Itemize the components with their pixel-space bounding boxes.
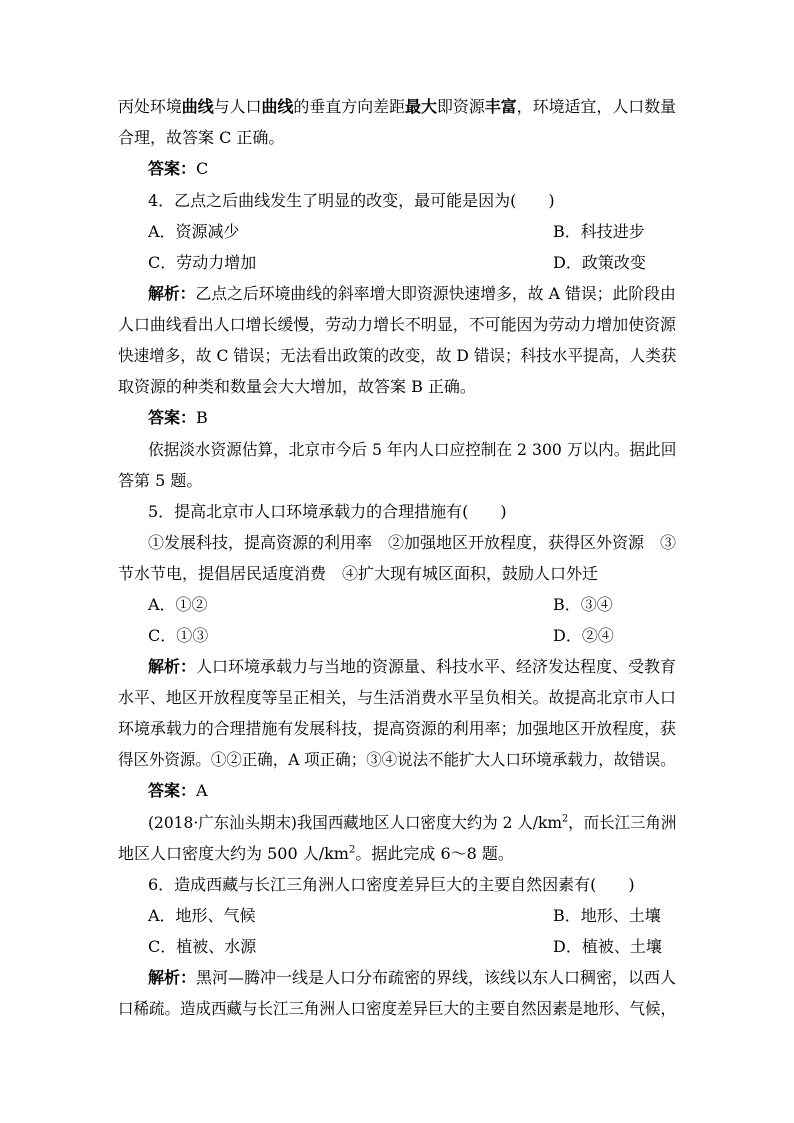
q6-option-a: A．地形、气候 xyxy=(148,906,256,925)
q6-explanation-line-2: 口稀疏。造成西藏与长江三角洲人口密度差异巨大的主要自然因素是地形、气候， xyxy=(118,999,677,1018)
q5-explanation-line-3: 环境承载力的合理措施有发展科技，提高资源的利用率；加强地区开放程度，获 xyxy=(118,719,676,738)
q5-option-a: A．①② xyxy=(148,595,208,614)
passage6-line-2: 地区人口密度大约为 500 人$/km^2$。据此完成 6～8 题。 xyxy=(118,844,514,863)
answer-label: 答案： xyxy=(148,408,197,427)
q3-explanation-line-1: 丙处环境曲线与人口曲线的垂直方向差距最大即资源丰富，环境适宜，人口数量 xyxy=(118,97,677,116)
explanation-label: 解析： xyxy=(148,968,197,987)
q6-options-row-1 xyxy=(148,905,661,927)
answer-value: C xyxy=(196,159,209,178)
q4-options-row-1 xyxy=(148,221,645,243)
q5-option-d: D．②④ xyxy=(553,626,614,645)
answer-value: B xyxy=(196,408,208,427)
passage6-line-1: (2018·广东汕头期末)我国西藏地区人口密度大约为 2 人$/km^2$，而长江三角洲 xyxy=(148,813,677,832)
q4-answer xyxy=(148,407,208,429)
q5-option-c: C．①③ xyxy=(148,626,209,645)
q4-explanation-line-3: 快速增多，故 C 错误；无法看出政策的改变，故 D 错误；科技水平提高，人类获 xyxy=(118,346,677,365)
passage5-line-1: 依据淡水资源估算，北京市今后 5 年内人口应控制在 2 300 万以内。据此回 xyxy=(148,440,677,459)
q6-options-row-2 xyxy=(148,936,662,958)
explanation-label: 解析： xyxy=(148,657,197,676)
q5-items-line-2: 节水节电，提倡居民适度消费 ④扩大现有城区面积，鼓励人口外迁 xyxy=(118,564,599,583)
q6-option-b: B．地形、土壤 xyxy=(553,906,661,925)
answer-value: A xyxy=(196,781,208,800)
q6-explanation-line-1: 解析：黑河—腾冲一线是人口分布疏密的界线，该线以东人口稠密，以西人 xyxy=(148,968,677,987)
q3-explanation-line-2: 合理，故答案 C 正确。 xyxy=(118,128,285,147)
q4-option-d: D．政策改变 xyxy=(553,253,646,272)
q5-items-line-1: ①发展科技，提高资源的利用率 ②加强地区开放程度，获得区外资源 ③ xyxy=(148,533,677,552)
q5-explanation-line-1: 解析：人口环境承载力与当地的资源量、科技水平、经济发达程度、受教育 xyxy=(148,657,677,676)
q6-option-c: C．植被、水源 xyxy=(148,937,257,956)
q4-option-c: C．劳动力增加 xyxy=(148,253,257,272)
q4-explanation-line-2: 人口曲线看出人口增长缓慢，劳动力增长不明显，不可能因为劳动力增加使资源 xyxy=(118,315,676,334)
q4-option-b: B．科技进步 xyxy=(553,222,645,241)
q5-explanation-line-2: 水平、地区开放程度等呈正相关，与生活消费水平呈负相关。故提高北京市人口 xyxy=(118,688,676,707)
q5-options-row-2 xyxy=(148,625,614,647)
explanation-label: 解析： xyxy=(148,284,196,303)
q4-stem: 4．乙点之后曲线发生了明显的改变，最可能是因为( ) xyxy=(148,191,555,210)
answer-label: 答案： xyxy=(148,159,197,178)
q5-options-row-1 xyxy=(148,594,613,616)
q6-stem: 6．造成西藏与长江三角洲人口密度差异巨大的主要自然因素有( ) xyxy=(148,875,635,894)
q5-explanation-line-4: 得区外资源。①②正确，A 项正确；③④说法不能扩大人口环境承载力，故错误。 xyxy=(118,750,676,769)
q5-answer xyxy=(148,780,208,802)
passage5-line-2: 答第 5 题。 xyxy=(118,471,203,490)
q4-explanation-line-4: 取资源的种类和数量会大大增加，故答案 B 正确。 xyxy=(118,377,476,396)
q4-options-row-2 xyxy=(148,252,646,274)
q3-answer xyxy=(148,158,208,180)
q4-option-a: A．资源减少 xyxy=(148,222,240,241)
answer-label: 答案： xyxy=(148,781,197,800)
q6-option-d: D．植被、土壤 xyxy=(553,937,662,956)
q5-stem: 5．提高北京市人口环境承载力的合理措施有( ) xyxy=(148,502,507,521)
q5-option-b: B．③④ xyxy=(553,595,613,614)
q4-explanation-line-1: 解析：乙点之后环境曲线的斜率增大即资源快速增多，故 A 错误；此阶段由 xyxy=(148,284,676,303)
